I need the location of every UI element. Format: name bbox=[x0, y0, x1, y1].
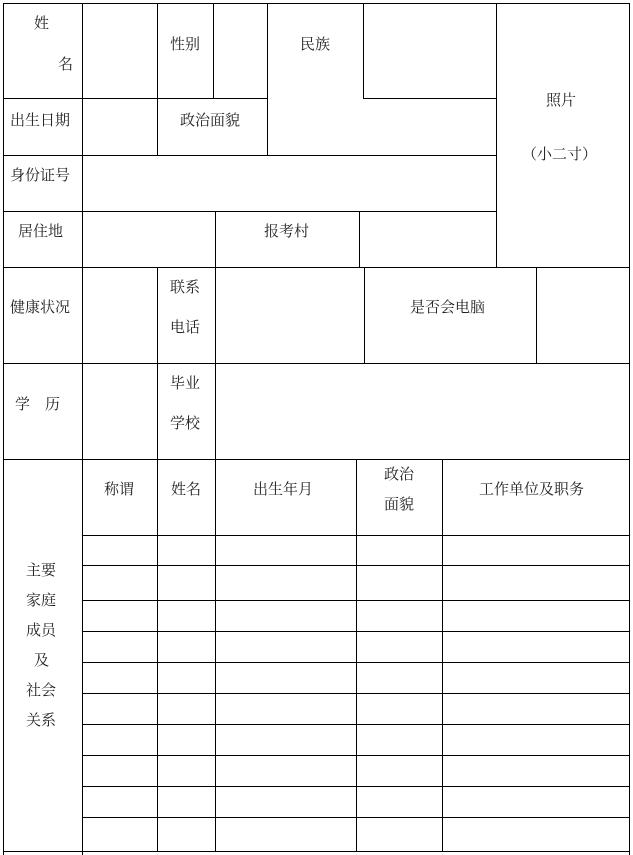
family-table-cell[interactable] bbox=[158, 694, 215, 724]
label-political-status: 政治面貌 bbox=[180, 111, 241, 129]
family-table-cell[interactable] bbox=[158, 601, 215, 631]
family-table-cell[interactable] bbox=[83, 725, 157, 755]
family-table-cell[interactable] bbox=[216, 694, 356, 724]
header-name: 姓名 bbox=[171, 480, 202, 498]
label-applied-village: 报考村 bbox=[264, 222, 310, 240]
family-table-cell[interactable] bbox=[357, 536, 442, 565]
grid-line bbox=[215, 211, 216, 267]
residence-field[interactable] bbox=[83, 212, 215, 267]
grid-line bbox=[157, 267, 158, 459]
family-table-cell[interactable] bbox=[216, 536, 356, 565]
gender-field[interactable] bbox=[214, 4, 267, 98]
family-table-cell[interactable] bbox=[216, 787, 356, 817]
family-table-cell[interactable] bbox=[83, 756, 157, 786]
header-political-1: 政治 bbox=[384, 465, 415, 483]
education-field[interactable] bbox=[83, 364, 157, 459]
label-name-char2: 名 bbox=[58, 55, 74, 73]
family-table-cell[interactable] bbox=[357, 787, 442, 817]
family-table-cell[interactable] bbox=[158, 566, 215, 600]
family-table-cell[interactable] bbox=[83, 818, 157, 851]
family-table-cell[interactable] bbox=[83, 632, 157, 662]
label-photo-size: （小二寸） bbox=[522, 145, 598, 163]
label-education: 学 历 bbox=[15, 395, 61, 413]
family-section-label-line: 社会 bbox=[26, 681, 57, 699]
family-table-cell[interactable] bbox=[357, 663, 442, 693]
family-table-cell[interactable] bbox=[83, 601, 157, 631]
family-table-cell[interactable] bbox=[158, 818, 215, 851]
family-table-cell[interactable] bbox=[216, 566, 356, 600]
family-section-label-line: 关系 bbox=[26, 711, 57, 729]
family-table-cell[interactable] bbox=[443, 601, 629, 631]
family-table-cell[interactable] bbox=[443, 818, 629, 851]
label-residence: 居住地 bbox=[18, 222, 64, 240]
family-table-cell[interactable] bbox=[357, 601, 442, 631]
header-relation: 称谓 bbox=[104, 480, 135, 498]
family-table-cell[interactable] bbox=[443, 787, 629, 817]
health-field[interactable] bbox=[83, 268, 157, 363]
family-table-cell[interactable] bbox=[158, 663, 215, 693]
family-table-cell[interactable] bbox=[443, 566, 629, 600]
label-id-number: 身份证号 bbox=[10, 166, 71, 184]
family-table-cell[interactable] bbox=[83, 663, 157, 693]
label-graduated-2: 学校 bbox=[170, 414, 201, 432]
family-table-cell[interactable] bbox=[443, 756, 629, 786]
family-table-cell[interactable] bbox=[443, 632, 629, 662]
family-section-label-line: 家庭 bbox=[26, 591, 57, 609]
name-field[interactable] bbox=[83, 4, 157, 98]
family-table-cell[interactable] bbox=[216, 818, 356, 851]
family-section-label-line: 及 bbox=[34, 651, 50, 669]
label-name-char1: 姓 bbox=[34, 14, 50, 32]
label-photo: 照片 bbox=[546, 91, 577, 109]
label-computer-skill: 是否会电脑 bbox=[410, 298, 486, 316]
family-table-cell[interactable] bbox=[216, 601, 356, 631]
label-contact-2: 电话 bbox=[170, 318, 201, 336]
family-table-cell[interactable] bbox=[216, 663, 356, 693]
family-table-cell[interactable] bbox=[158, 536, 215, 565]
label-health: 健康状况 bbox=[10, 298, 71, 316]
family-table-cell[interactable] bbox=[357, 694, 442, 724]
header-birth: 出生年月 bbox=[253, 480, 314, 498]
family-section-label-line: 主要 bbox=[26, 561, 57, 579]
border-right bbox=[629, 3, 630, 855]
id-number-field[interactable] bbox=[83, 156, 496, 211]
family-table-cell[interactable] bbox=[83, 787, 157, 817]
family-table-cell[interactable] bbox=[357, 632, 442, 662]
label-contact-1: 联系 bbox=[170, 278, 201, 296]
family-section-label-line: 成员 bbox=[26, 621, 57, 639]
ethnicity-field[interactable] bbox=[364, 4, 496, 98]
grid-line bbox=[82, 851, 83, 855]
label-gender: 性别 bbox=[170, 35, 201, 53]
contact-phone-field[interactable] bbox=[216, 268, 364, 363]
label-ethnicity: 民族 bbox=[300, 35, 331, 53]
family-table-cell[interactable] bbox=[158, 756, 215, 786]
family-table-cell[interactable] bbox=[83, 694, 157, 724]
political-status-field[interactable] bbox=[268, 99, 496, 155]
family-table-cell[interactable] bbox=[357, 818, 442, 851]
family-table-cell[interactable] bbox=[443, 694, 629, 724]
label-graduated-1: 毕业 bbox=[170, 374, 201, 392]
label-birth-date: 出生日期 bbox=[10, 111, 71, 129]
graduated-school-field[interactable] bbox=[216, 364, 629, 459]
family-table-cell[interactable] bbox=[357, 725, 442, 755]
family-table-cell[interactable] bbox=[216, 632, 356, 662]
family-table-cell[interactable] bbox=[158, 725, 215, 755]
grid-line bbox=[496, 3, 497, 267]
family-table-cell[interactable] bbox=[83, 536, 157, 565]
family-table-cell[interactable] bbox=[357, 566, 442, 600]
family-table-cell[interactable] bbox=[443, 663, 629, 693]
family-table-cell[interactable] bbox=[158, 787, 215, 817]
grid-line bbox=[157, 3, 158, 155]
family-table-cell[interactable] bbox=[83, 566, 157, 600]
family-table-cell[interactable] bbox=[216, 756, 356, 786]
header-work: 工作单位及职务 bbox=[479, 480, 585, 498]
applied-village-field[interactable] bbox=[360, 212, 496, 267]
family-table-cell[interactable] bbox=[443, 536, 629, 565]
grid-line bbox=[3, 459, 629, 460]
border-left bbox=[3, 3, 4, 855]
family-table-cell[interactable] bbox=[216, 725, 356, 755]
family-table-cell[interactable] bbox=[357, 756, 442, 786]
grid-line bbox=[3, 851, 629, 852]
family-table-cell[interactable] bbox=[443, 725, 629, 755]
grid-line bbox=[157, 98, 267, 99]
birth-date-field[interactable] bbox=[83, 99, 157, 155]
header-political-2: 面貌 bbox=[384, 495, 415, 513]
family-table-cell[interactable] bbox=[158, 632, 215, 662]
grid-line bbox=[364, 267, 365, 363]
computer-skill-field[interactable] bbox=[537, 268, 629, 363]
